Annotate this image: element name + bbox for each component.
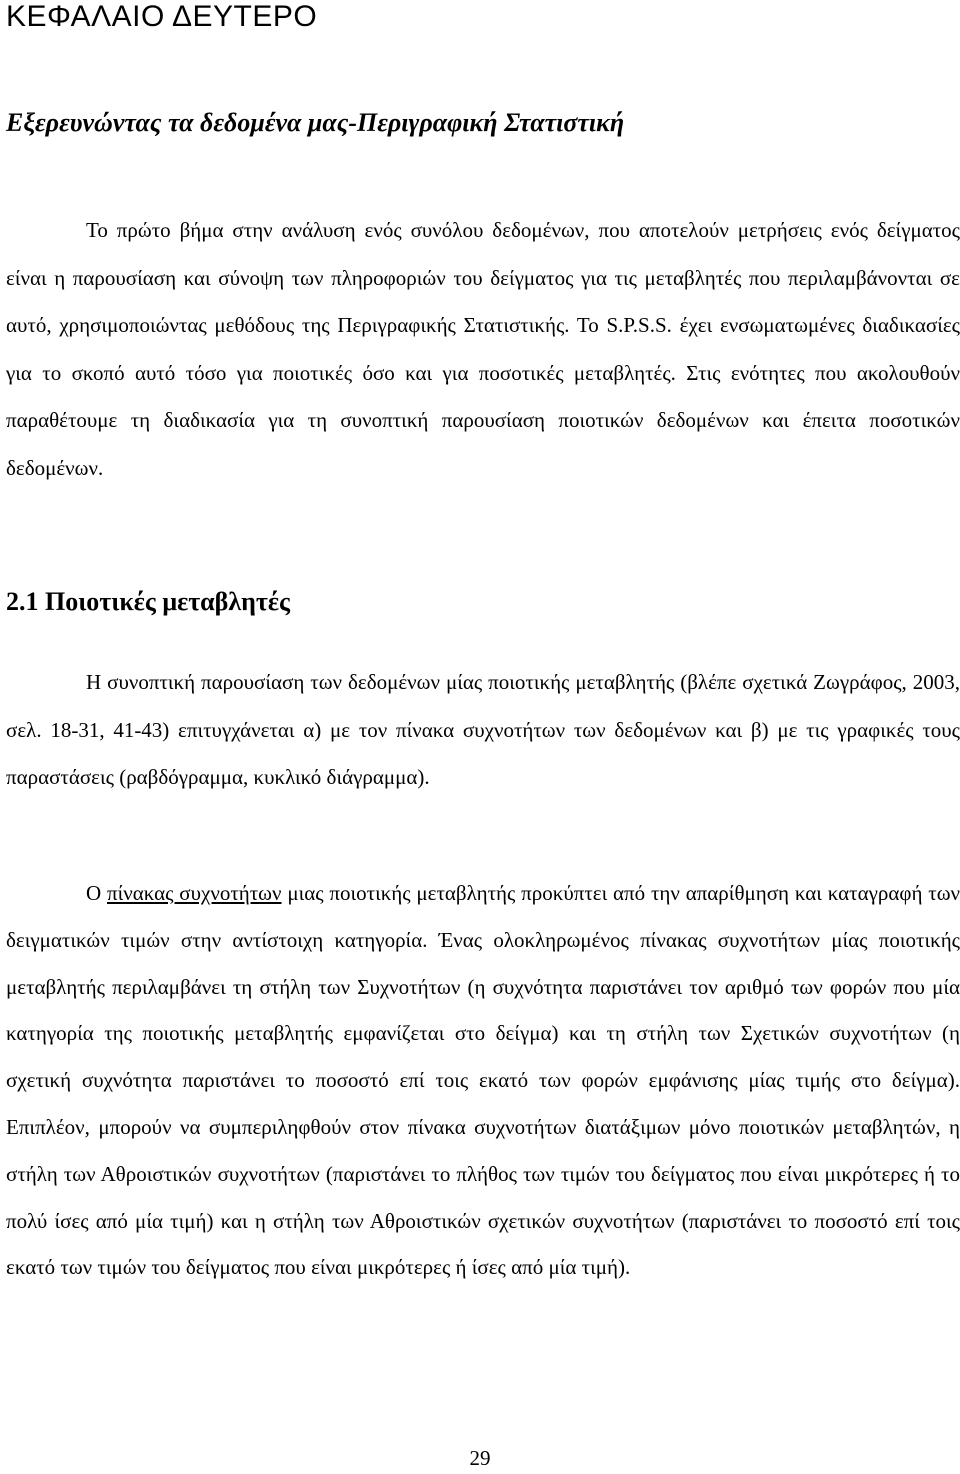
section-paragraph-1 — [6, 659, 960, 802]
intro-text: Το πρώτο βήμα στην ανάλυση ενός συνόλου δεδομένων, που αποτελούν μετρήσεις ενός δείγματος είναι η παρουσίαση και σύνοψη των πληροφοριών του δείγματος για τις μεταβλητές που περιλαμβάνονται σε αυτό, χρησιμοποιώντας μεθόδους της Περιγραφικής Στατιστικής. Το S.P.S.S. έχει ενσωματωμένες διαδικασίες για το σκοπό αυτό τόσο για ποιοτικές όσο και για ποσοτικές μεταβλητές. Στις ενότητες που ακολουθούν παραθέτουμε τη διαδικασία για τη συνοπτική παρουσίαση ποιοτικών δεδομένων και έπειτα ποσοτικών δεδομένων. — [6, 218, 960, 480]
section-paragraph-1-text: Η συνοπτική παρουσίαση των δεδομένων μίας ποιοτικής μεταβλητής (βλέπε σχετικά Ζωγράφος, 2003, σελ. 18-31, 41-43) επιτυγχάνεται α) με τον πίνακα συχνοτήτων των δεδομένων και β) με τις γραφικές τους παραστάσεις (ραβδόγραμμα, κυκλικό διάγραμμα). — [6, 670, 960, 790]
paragraph-2-rest: μιας ποιοτικής μεταβλητής προκύπτει από την απαρίθμηση και καταγραφή των δειγματικών τιμών στην αντίστοιχη κατηγορία. Ένας ολοκληρωμένος πίνακας συχνοτήτων μίας ποιοτικής μεταβλητής περιλαμβάνει τη στήλη των Συχνοτήτων (η συχνότητα παριστάνει τον αριθμό των φορών που μία κατηγορία της ποιοτικής μεταβλητής εμφανίζεται στο δείγμα) και τη στήλη των Σχετικών συχνοτήτων (η σχετική συχνότητα παριστάνει το ποσοστό επί τοις εκατό των φορών εμφάνισης μίας τιμής στο δείγμα). Επιπλέον, μπορούν να συμπεριληφθούν στον πίνακα συχνοτήτων διατάξιμων μόνο ποιοτικών μεταβλητών, η στήλη των Αθροιστικών συχνοτήτων (παριστάνει το πλήθος των τιμών του δείγματος που είναι μικρότερες ή το πολύ ίσες από μία τιμή) και η στήλη των Αθροιστικών σχετικών συχνοτήτων (παριστάνει το ποσοστό επί τοις εκατό των τιμών του δείγματος που είναι μικρότερες ή ίσες από μία τιμή). — [6, 881, 960, 1280]
chapter-title: Εξερευνώντας τα δεδομένα μας-Περιγραφική Στατιστική — [6, 108, 625, 137]
section-heading: 2.1 Ποιοτικές μεταβλητές — [6, 587, 290, 616]
section-paragraph-2 — [6, 870, 960, 1291]
intro-paragraph — [6, 207, 960, 493]
frequency-table-term: πίνακας συχνοτήτων — [107, 881, 282, 905]
paragraph-2-lead: Ο — [86, 881, 102, 905]
page-number: 29 — [469, 1446, 491, 1470]
chapter-label: ΚΕΦΑΛΑΙΟ ΔΕΥΤΕΡΟ — [6, 0, 318, 33]
